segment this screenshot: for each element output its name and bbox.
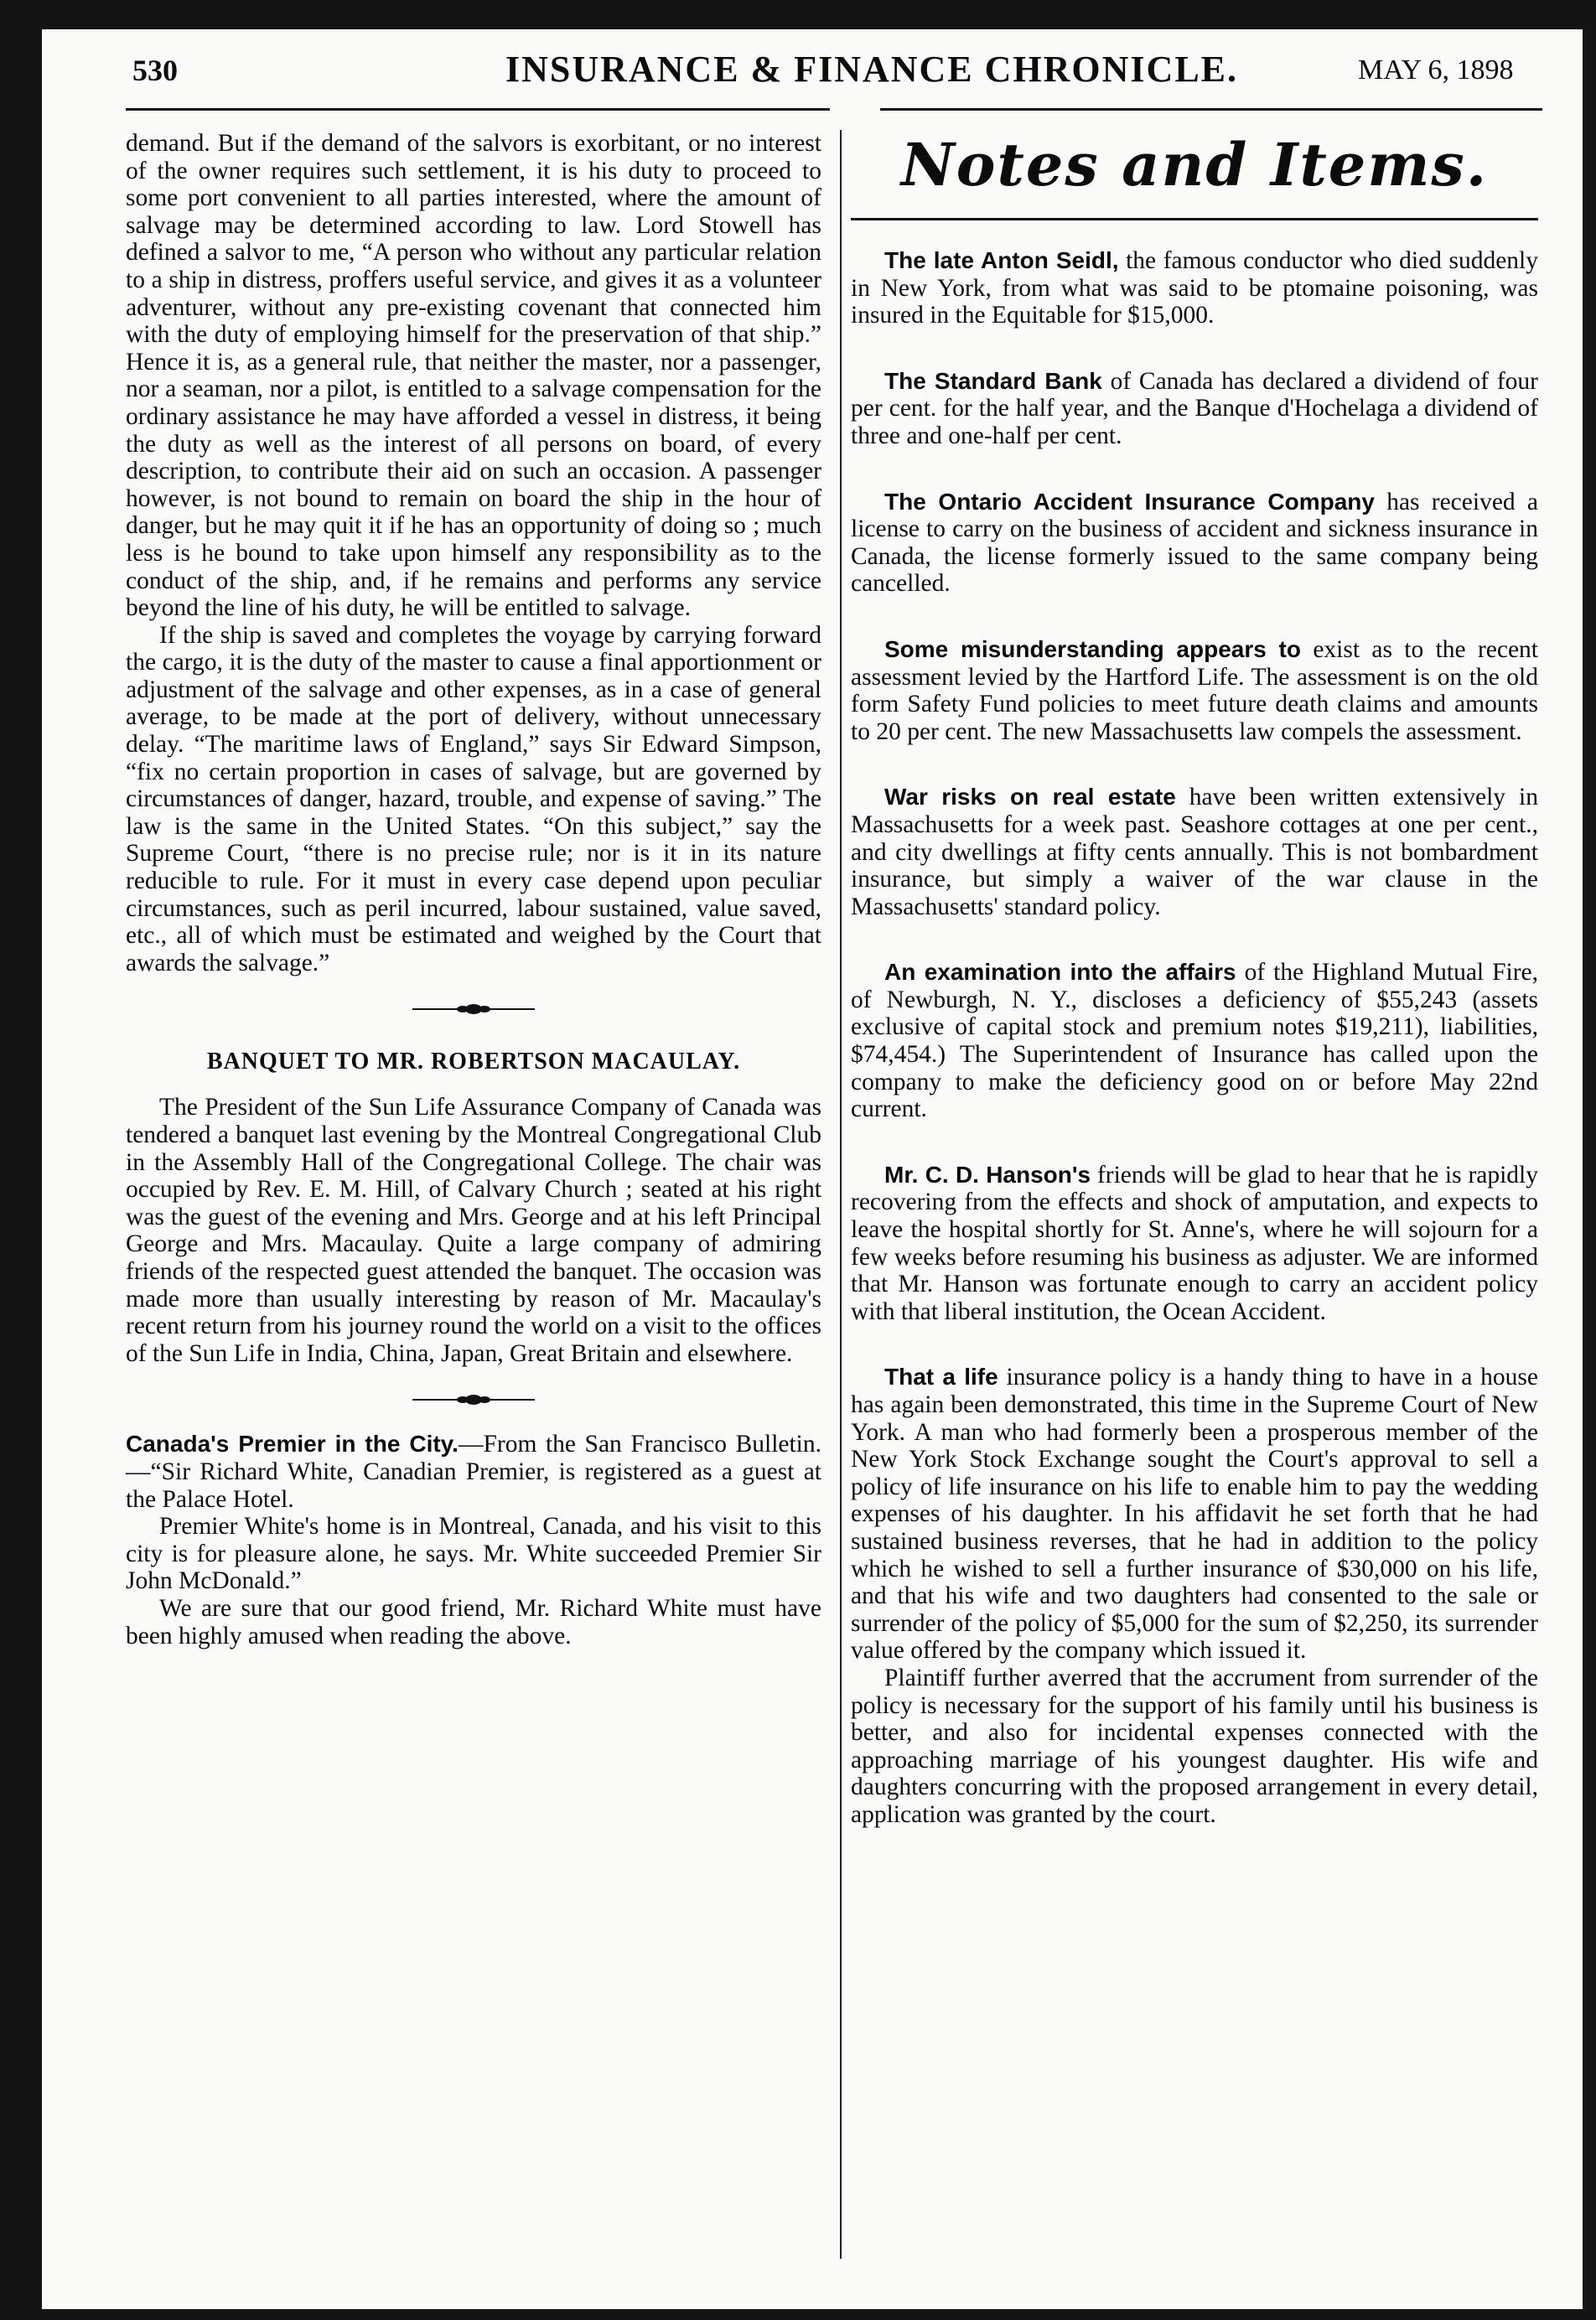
news-item-text: exist as to the recent assessment levied by the Hartford Life. The assessment is on the old form Safety Fund policies to meet future death claims and amounts to 20 per cent. The new Massachusetts law compels the assessment. — [851, 635, 1538, 745]
salvage-paragraph-2: If the ship is saved and completes the voyage by carrying forward the cargo, it is the duty of the master to cause a final apportionment or adjustment of the salvage and other expenses, as in a case of general average, to be made at the port of delivery, without unnecessary delay. “The maritime laws of England,” says Sir Edward Simpson, “fix no certain proportion in cases of salvage, but are governed by circumstances of danger, hazard, trouble, and expense of saving.” The law is the same in the United States. “On this subject,” say the Supreme Court, “there is no precise rule; nor is it in its nature reducible to rule. For it must in every case depend upon peculiar circumstances, such as peril incurred, labour sustained, value saved, etc., all of which must be estimated and weighed by the Court that awards the salvage.” — [126, 621, 821, 976]
premier-paragraph-1 — [126, 1431, 821, 1513]
newspaper-page — [42, 29, 1583, 2309]
right-column — [851, 113, 1538, 1829]
news-item-text: insurance policy is a handy thing to have in a house has again been demonstrated, this time in the Supreme Court of New York. A man who had formerly been a prosperous member of the New York Stock Exchange sought the Court's approval to sell a policy of life insurance on his life to enable him to pay the wedding expenses of his daughter. In his affidavit he set forth that he had sustained business reverses, that he had in addition to the policy which he wished to sell a further insurance of $30,000 on his life, and that his wife and two daughters had consented to the sale or surrender of the policy of $5,000 for the sum of $2,250, its surrender value offered by the company which issued it. — [851, 1364, 1538, 1665]
news-item — [851, 247, 1538, 329]
final-paragraph: Plaintiff further averred that the accrument from surrender of the policy is necessary for the support of his family until his business is better, and also for incidental expenses connected with the approaching marriage of his youngest daughter. His wife and daughters concurring with the proposed arrangement in every detail, application was granted by the court. — [851, 1664, 1538, 1828]
news-item — [851, 636, 1538, 745]
news-item-text: has received a license to carry on the business of accident and sickness insurance in Canada, the license formerly issued to the same company being cancelled. — [851, 488, 1538, 598]
news-item-lead: Mr. C. D. Hanson's — [884, 1161, 1091, 1188]
news-item-text: the famous conductor who died suddenly in New York, from what was said to be ptomaine poisoning, was insured in the Equitable for $15,000. — [851, 247, 1539, 329]
column-divider — [840, 130, 842, 2259]
news-item-lead: The Ontario Accident Insurance Company — [884, 488, 1375, 515]
premier-text: —From the San Francisco Bulletin.—“Sir Richard White, Canadian Premier, is registered as a guest at the Palace Hotel. — [126, 1431, 821, 1513]
ornament-divider — [126, 1002, 821, 1017]
news-item-lead: The late Anton Seidl, — [884, 247, 1119, 273]
page-number: 530 — [132, 54, 178, 87]
publication-title: INSURANCE & FINANCE CHRONICLE. — [505, 49, 1239, 90]
ornament-divider — [126, 1392, 821, 1407]
ornament-divider-icon — [411, 1002, 536, 1017]
left-column — [126, 130, 821, 1649]
banquet-heading: BANQUET TO MR. ROBERTSON MACAULAY. — [206, 1049, 741, 1075]
news-item — [851, 489, 1538, 598]
notes-and-items-heading: Notes and Items. — [900, 130, 1489, 199]
news-item — [851, 1162, 1538, 1326]
news-item-lead: Some misunderstanding appears to — [884, 635, 1301, 662]
ornament-divider-icon — [411, 1392, 536, 1407]
header-rule-right — [880, 108, 1542, 111]
news-item-lead: An examination into the affairs — [884, 959, 1236, 986]
news-item — [851, 959, 1538, 1123]
running-head — [42, 29, 1583, 96]
news-item-lead: War risks on real estate — [884, 784, 1176, 810]
news-item — [851, 1364, 1538, 1665]
notes-heading-rule — [851, 218, 1538, 220]
header-rule-left — [126, 108, 830, 111]
news-item-text: of Canada has declared a dividend of four per cent. for the half year, and the Banque d'Hochelaga a dividend of three and one-half per cent. — [851, 367, 1538, 449]
banquet-paragraph: The President of the Sun Life Assurance Company of Canada was tendered a banquet last evening by the Montreal Congregational Club in the Assembly Hall of the Congregational College. The chair was occupied by Rev. E. M. Hill, of Calvary Church ; seated at his right was the guest of the evening and Mrs. George and at his left Principal George and Mrs. Macaulay. Quite a large company of admiring friends of the respected guest attended the banquet. The occasion was made more than usually interesting by reason of Mr. Macaulay's recent return from his journey round the world on a visit to the offices of the Sun Life in India, China, Japan, Great Britain and elsewhere. — [126, 1094, 821, 1367]
salvage-paragraph-1: demand. But if the demand of the salvors is exorbitant, or no interest of the owner requires such settlement, it is his duty to proceed to some port convenient to all parties interested, where the amount of salvage may be determined according to law. Lord Stowell has defined a salvor to me, “A person who without any particular relation to a ship in distress, proffers useful service, and gives it as a volunteer adventurer, without any pre-existing covenant that connected him with the duty of employing himself for the preservation of that ship.” Hence it is, as a general rule, that neither the master, nor a passenger, nor a seaman, nor a pilot, is entitled to a salvage compensation for the ordinary assistance he may have afforded a vessel in distress, it being the duty as well as the interest of all persons on board, of every description, to contribute their aid on such an occasion. A passenger however, is not bound to remain on board the ship in the hour of danger, but he may quit it if he has an opportunity of doing so ; much less is he bound to take upon himself any responsibility as to the conduct of the ship, and, if he remains and performs any service beyond the line of his duty, he will be entitled to salvage. — [126, 130, 821, 622]
premier-paragraph-2: Premier White's home is in Montreal, Canada, and his visit to this city is for pleasure alone, he says. Mr. White succeeded Premier Sir John McDonald.” — [126, 1513, 821, 1595]
news-item-text: of the Highland Mutual Fire, of Newburgh, N. Y., discloses a deficiency of $55,243 (assets exclusive of capital stock and premium notes $19,211), liabilities, $74,454.) The Superintendent of Insurance has called upon the company to make the deficiency good on or before May 22nd current. — [851, 959, 1539, 1123]
news-item-lead: That a life — [884, 1364, 998, 1390]
issue-date: MAY 6, 1898 — [1358, 54, 1514, 85]
news-item-text: friends will be glad to hear that he is rapidly recovering from the effects and shock of amputation, and expects to leave the hospital shortly for St. Anne's, where he will sojourn for a few weeks before resuming his business as adjuster. We are informed that Mr. Hanson was fortunate enough to carry an accident policy with that liberal institution, the Ocean Accident. — [851, 1161, 1538, 1325]
news-item-lead: The Standard Bank — [884, 367, 1102, 394]
premier-lead: Canada's Premier in the City. — [126, 1431, 459, 1458]
premier-paragraph-3: We are sure that our good friend, Mr. Richard White must have been highly amused when reading the above. — [126, 1594, 821, 1649]
news-item — [851, 368, 1538, 450]
news-item — [851, 784, 1538, 920]
news-item-text: have been written extensively in Massachusetts for a week past. Seashore cottages at one per cent., and city dwellings at fifty cents annually. This is not bombardment insurance, but simply a waiver of the war clause in the Massachusetts' standard policy. — [851, 784, 1538, 920]
